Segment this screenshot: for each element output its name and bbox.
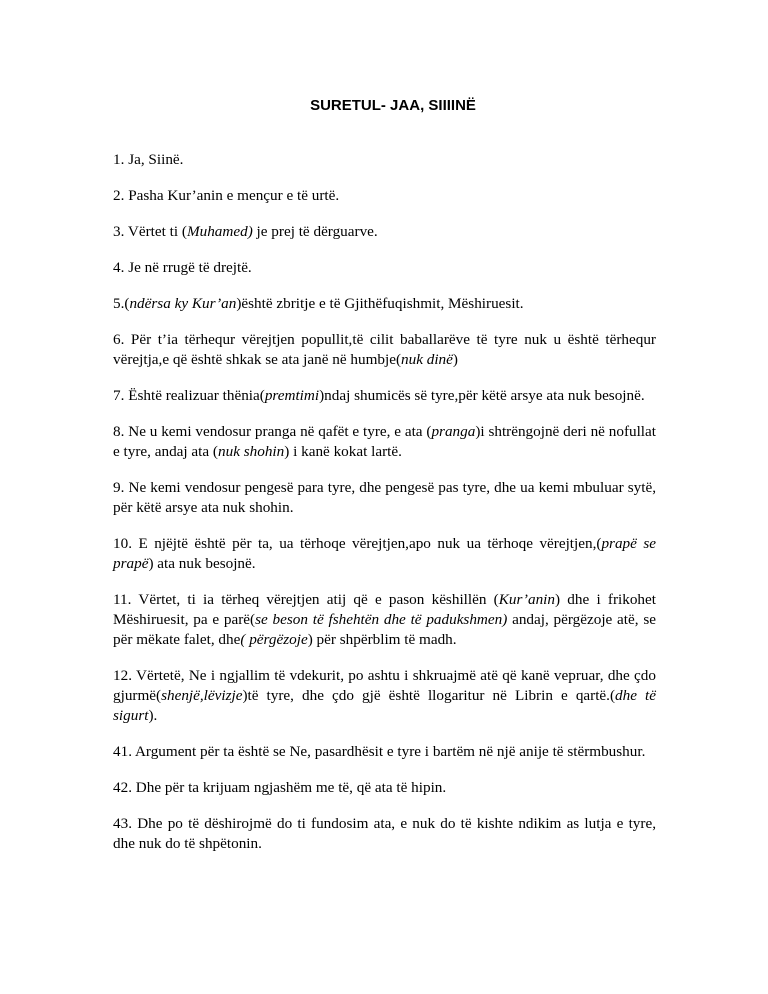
verse-9 [113, 478, 656, 518]
verse-text: 9. Ne kemi vendosur pengesë para tyre, dhe pengesë pas tyre, dhe ua kemi mbuluar sytë, për këtë arsye ata nuk shohin. [113, 479, 656, 516]
verse-text: 2. Pasha Kur’anin e mençur e të urtë. [113, 187, 340, 204]
verse-text: je prej të dërguarve. [252, 223, 378, 240]
verse-italic-note: dhe të sigurt [113, 687, 656, 724]
verse-6 [113, 330, 656, 370]
verse-text: )i shtrëngojnë deri në nofullat e tyre, andaj ata ( [113, 423, 656, 460]
verse-text: ) për shpërblim të madh. [307, 631, 457, 648]
verse-12 [113, 666, 656, 726]
verse-5 [113, 294, 656, 314]
verse-text: 4. Je në rrugë të drejtë. [113, 259, 252, 276]
verse-43 [113, 814, 656, 854]
document-body [113, 150, 656, 870]
verse-text: 8. Ne u kemi vendosur pranga në qafët e tyre, e ata ( [113, 423, 432, 440]
verse-text: andaj, përgëzoje atë, se për mëkate falet, dhe [113, 611, 656, 648]
verse-text: 11. Vërtet, ti ia tërheq vërejtjen atij që e pason këshillën ( [113, 591, 499, 608]
verse-text: 6. Për t’ia tërhequr vërejtjen popullit,të cilit baballarëve të tyre nuk u është tërhequr vërejtja,e që është shkak se ata janë në humbje( [113, 331, 656, 368]
verse-text: ) [452, 351, 458, 368]
verse-text: ). [148, 707, 158, 724]
verse-italic-note: shenjë,lëvizje [161, 687, 243, 704]
verse-text: )ndaj shumicës së tyre,për këtë arsye ata nuk besojnë. [319, 387, 645, 404]
verse-italic-note: prapë se prapë [113, 535, 656, 572]
verse-8 [113, 422, 656, 462]
document-title: SURETUL- JAA, SIIIINË [310, 97, 476, 114]
verse-text: 10. E njëjtë është për ta, ua tërhoqe vërejtjen,apo nuk ua tërhoqe vërejtjen,( [113, 535, 602, 552]
verse-3 [113, 222, 656, 242]
verse-italic-note: nuk shohin [218, 443, 285, 460]
verse-text: ) ata nuk besojnë. [148, 555, 256, 572]
verse-text: ) i kanë kokat lartë. [284, 443, 402, 460]
verse-text: 41. Argument për ta është se Ne, pasardhësit e tyre i bartëm në një anije të stërmbushur. [113, 743, 646, 760]
verse-text: )është zbritje e të Gjithëfuqishmit, Mëshiruesit. [236, 295, 524, 312]
verse-41 [113, 742, 656, 762]
verse-italic-note: Kur’anin [498, 591, 555, 608]
verse-42 [113, 778, 656, 798]
verse-text: 43. Dhe po të dëshirojmë do ti fundosim ata, e nuk do të kishte ndikim as lutja e tyre, dhe nuk do të shpëtonin. [113, 815, 656, 852]
verse-italic-note: nuk dinë [401, 351, 453, 368]
verse-10 [113, 534, 656, 574]
verse-italic-note: ( përgëzoje [240, 631, 308, 648]
verse-text: ) dhe i frikohet Mëshiruesit, pa e parë( [113, 591, 656, 628]
verse-text: 5.( [113, 295, 130, 312]
verse-7 [113, 386, 656, 406]
verse-text: )të tyre, dhe çdo gjë është llogaritur në Librin e qartë.( [242, 687, 616, 704]
verse-italic-note: pranga [431, 423, 476, 440]
verse-italic-note: Muhamed) [186, 223, 253, 240]
verse-italic-note: se beson të fshehtën dhe të padukshmen) [255, 611, 508, 628]
verse-4 [113, 258, 656, 278]
verse-text: 42. Dhe për ta krijuam ngjashëm me të, që ata të hipin. [113, 779, 447, 796]
verse-text: 12. Vërtetë, Ne i ngjallim të vdekurit, po ashtu i shkruajmë atë që kanë vepruar, dhe çdo gjurmë( [113, 667, 656, 704]
verse-11 [113, 590, 656, 650]
verse-text: 3. Vërtet ti ( [113, 223, 187, 240]
verse-text: 1. Ja, Siinë. [113, 151, 184, 168]
verse-1 [113, 150, 656, 170]
verse-2 [113, 186, 656, 206]
verse-text: 7. Është realizuar thënia( [113, 387, 265, 404]
verse-italic-note: ndërsa ky Kur’an [129, 295, 237, 312]
verse-italic-note: premtimi [264, 387, 320, 404]
